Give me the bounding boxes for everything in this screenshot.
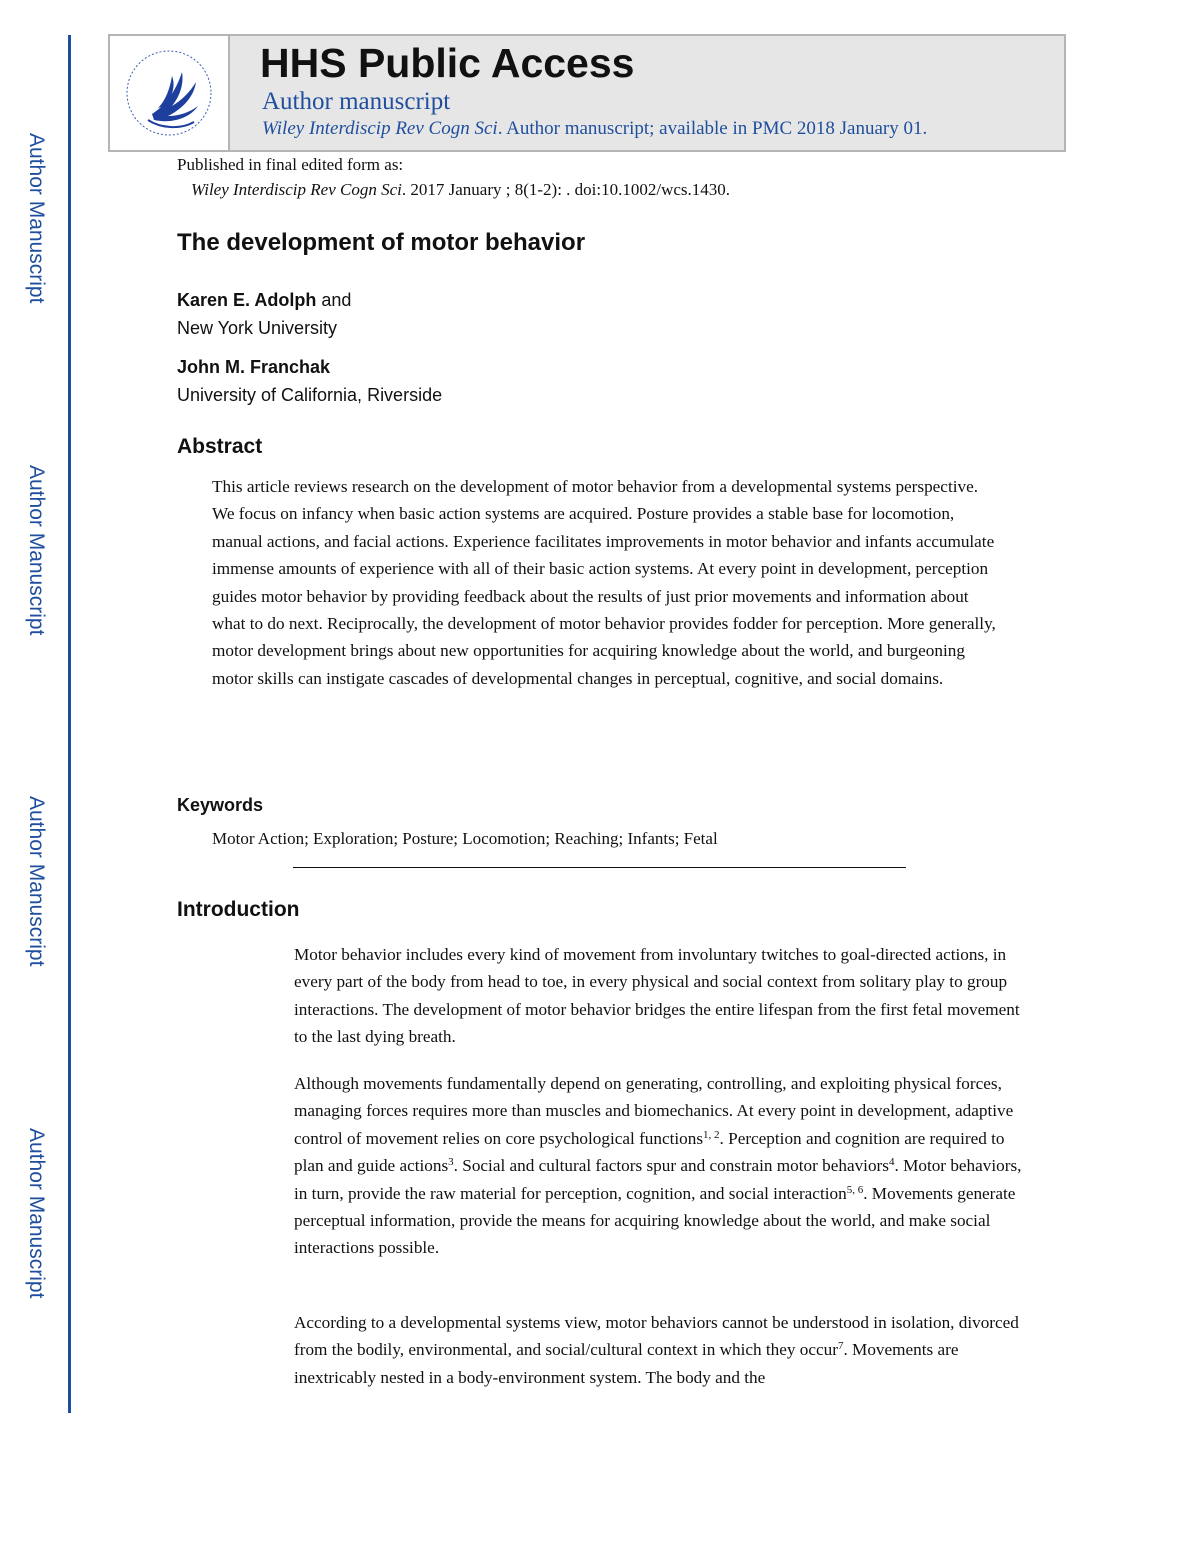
hhs-logo xyxy=(110,36,230,150)
header-citation: Wiley Interdiscip Rev Cogn Sci. Author manuscript; available in PMC 2018 January 01. xyxy=(262,118,928,139)
intro-paragraph: Motor behavior includes every kind of movement from involuntary twitches to goal-directed actions, in every part of the body from head to toe, in every physical and social context from solitary play to group interactions. The development of motor behavior bridges the entire lifespan from the first fetal movement to the last dying breath. xyxy=(294,945,1020,1047)
intro-paragraph: According to a developmental systems view, motor behaviors cannot be understood in isolation, divorced from the bodily, environmental, and social/cultural context in which they occur$^7$. Movements are inextricably nested in a body-environment system. The body and the xyxy=(294,1313,1019,1387)
citation-ref[interactable]: 1, 2 xyxy=(703,1128,720,1141)
hhs-title: HHS Public Access xyxy=(260,40,635,86)
keywords-list: Motor Action; Exploration; Posture; Locomotion; Reaching; Infants; Fetal xyxy=(212,829,718,848)
keywords-heading: Keywords xyxy=(177,795,264,815)
intro-paragraph: Although movements fundamentally depend on generating, controlling, and exploiting physical forces, managing forces requires more than muscles and biomechanics. At every point in development, adaptive control of movement relies on core psychological functions$^{1, 2}$. Perception and cognition are required to plan and guide actions$^3$. Social and cultural factors spur and constrain motor behaviors$^4$. Motor behaviors, in turn, provide the raw material for perception, cognition, and social interaction$^{5, 6}$. Movements generate perceptual information, provide the means for acquiring knowledge about the world, and make social interactions possible. xyxy=(294,1074,1022,1258)
author-line: Karen E. Adolph and xyxy=(177,290,352,310)
published-form-label: Published in final edited form as: xyxy=(177,155,404,174)
header-title-area xyxy=(230,36,1064,150)
citation-ref[interactable]: 7 xyxy=(837,1340,844,1353)
hhs-eagle-icon xyxy=(110,36,228,150)
journal-citation: Wiley Interdiscip Rev Cogn Sci. 2017 January ; 8(1-2): . doi:10.1002/wcs.1430. xyxy=(191,180,731,199)
sidebar-rule xyxy=(68,35,71,1413)
author-manuscript-label: Author manuscript xyxy=(262,88,451,115)
introduction-heading: Introduction xyxy=(177,898,300,921)
abstract-heading: Abstract xyxy=(177,435,263,458)
author-affiliation: New York University xyxy=(177,318,338,338)
paper-title: The development of motor behavior xyxy=(177,229,586,256)
citation-ref[interactable]: 5, 6 xyxy=(846,1183,864,1196)
section-divider xyxy=(293,867,906,868)
hhs-header xyxy=(108,34,1066,152)
author-line: John M. Franchak xyxy=(177,357,331,377)
citation-ref[interactable]: 4 xyxy=(888,1156,895,1169)
citation-ref[interactable]: 3 xyxy=(448,1156,454,1169)
author-affiliation: University of California, Riverside xyxy=(177,385,443,405)
abstract-text: This article reviews research on the development of motor behavior from a developmental systems perspective. We focus on infancy when basic action systems are acquired. Posture provides a stable base for locomotion, manual actions, and facial actions. Experience facilitates improvements in motor behavior and infants accumulate immense amounts of experience with all of their basic action systems. At every point in development, perception guides motor behavior by providing feedback about the results of just prior movements and information about what to do next. Reciprocally, the development of motor behavior provides fodder for perception. More generally, motor development brings about new opportunities for acquiring knowledge about the world, and burgeoning motor skills can instigate cascades of developmental changes in perceptual, cognitive, and social domains. xyxy=(212,477,996,688)
